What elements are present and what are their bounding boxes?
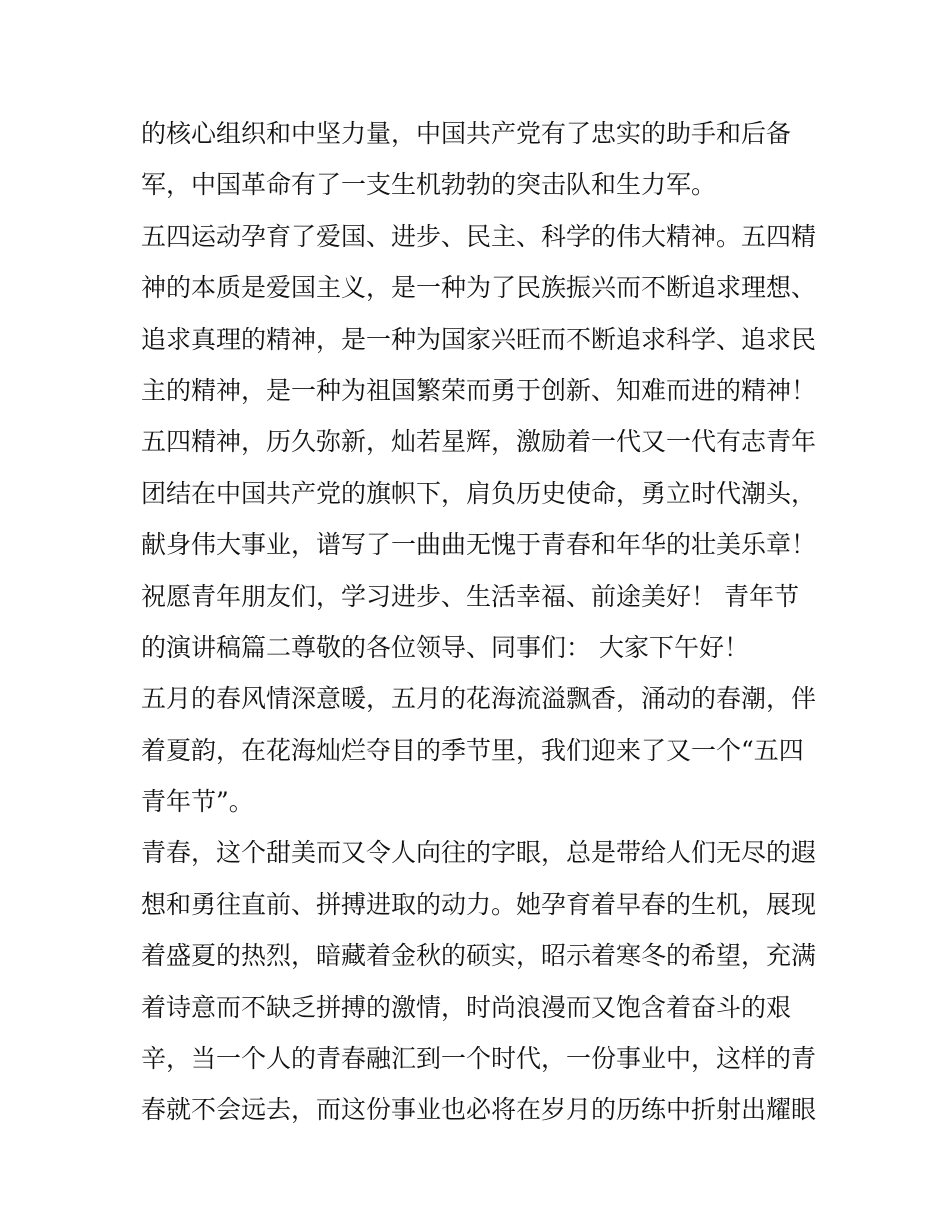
text-line: 主的精神，是一种为祖国繁荣而勇于创新、知难而进的精神！	[141, 375, 817, 405]
text-line: 神的本质是爱国主义，是一种为了民族振兴而不断追求理想、	[141, 273, 817, 303]
text-line: 五四精神，历久弥新，灿若星辉，激励着一代又一代有志青年	[141, 427, 817, 457]
text-line: 五四运动孕育了爱国、进步、民主、科学的伟大精神。五四精	[141, 221, 817, 251]
text-line: 五月的春风情深意暖，五月的花海流溢飘香，涌动的春潮，伴	[141, 684, 817, 714]
text-line: 的核心组织和中坚力量，中国共产党有了忠实的助手和后备	[141, 119, 792, 148]
text-line: 辛，当一个人的青春融汇到一个时代，一份事业中，这样的青	[141, 1044, 817, 1074]
text-line: 青年节”。	[141, 787, 254, 817]
text-line: 着诗意而不缺乏拼搏的激情，时尚浪漫而又饱含着奋斗的艰	[141, 992, 792, 1022]
text-line: 春就不会远去，而这份事业也必将在岁月的历练中折射出耀眼	[141, 1095, 817, 1125]
text-line: 献身伟大事业，谱写了一曲曲无愧于青春和年华的壮美乐章！	[141, 530, 817, 560]
text-line: 追求真理的精神，是一种为国家兴旺而不断追求科学、追求民	[141, 324, 817, 354]
text-line: 的演讲稿篇二尊敬的各位领导、同事们： 大家下午好！	[141, 632, 749, 662]
text-line: 军，中国革命有了一支生机勃勃的突击队和生力军。	[141, 170, 717, 200]
text-line: 着夏韵，在花海灿烂夺目的季节里，我们迎来了又一个“五四	[141, 735, 804, 765]
text-line: 想和勇往直前、拼搏进取的动力。她孕育着早春的生机，展现	[141, 889, 817, 919]
text-line: 团结在中国共产党的旗帜下，肩负历史使命，勇立时代潮头，	[141, 478, 817, 508]
text-line: 着盛夏的热烈，暗藏着金秋的硕实，昭示着寒冬的希望，充满	[141, 941, 817, 971]
body-text	[141, 108, 821, 1136]
text-line: 青春，这个甜美而又令人向往的字眼，总是带给人们无尽的遐	[141, 838, 817, 868]
text-line: 祝愿青年朋友们，学习进步、生活幸福、前途美好！ 青年节	[141, 581, 799, 611]
